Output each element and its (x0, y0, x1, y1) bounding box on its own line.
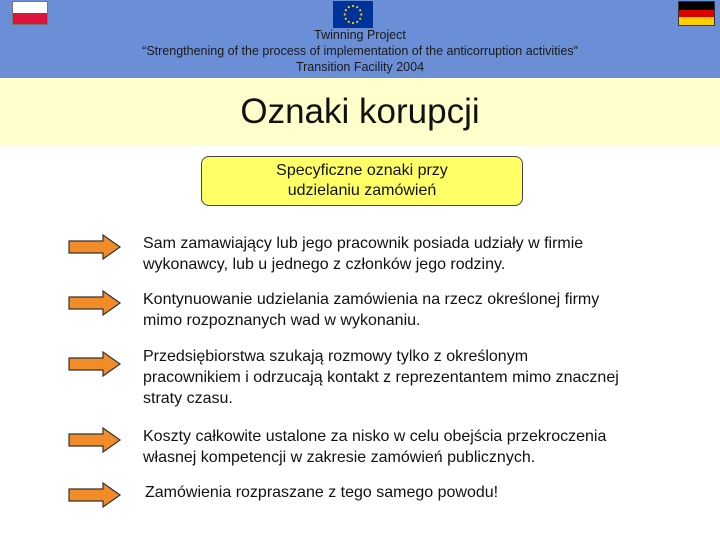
title-band (0, 78, 720, 146)
arrow-right-icon (67, 482, 122, 508)
bullet-line: Sam zamawiający lub jego pracownik posiada udziały w firmie (143, 235, 584, 252)
germany-flag-icon (678, 1, 715, 26)
bullet-line: Kontynuowanie udzielania zamówienia na rzecz określonej firmy (143, 291, 600, 308)
project-line-3: Transition Facility 2004 (295, 60, 425, 74)
poland-flag-icon (12, 1, 48, 25)
bullet-line: mimo rozpoznanych wad w wykonaniu. (143, 312, 421, 329)
bullet-line: Koszty całkowite ustalone za nisko w celu obejścia przekroczenia (143, 428, 607, 445)
eu-flag-icon (333, 1, 373, 28)
bullet-line: własnej kompetencji w zakresie zamówień publicznych. (143, 449, 536, 466)
bullet-text (143, 426, 688, 468)
arrow-right-icon (67, 351, 122, 377)
project-line-2: “Strengthening of the process of implementation of the anticorruption activities” (142, 44, 578, 58)
bullet-text (143, 233, 688, 275)
arrow-right-icon (67, 427, 122, 453)
bullet-line: pracownikiem i odrzucają kontakt z reprezentantem mimo znacznej (143, 369, 619, 386)
header-banner (0, 0, 720, 78)
arrow-right-icon (67, 234, 122, 260)
bullet-line: wykonawcy, lub u jednego z członków jego rodziny. (143, 256, 506, 273)
page-title: Oznaki korupcji (240, 92, 480, 131)
project-info (0, 27, 720, 75)
arrow-right-icon (67, 290, 122, 316)
bullet-text (143, 346, 688, 409)
subtitle-line-1: Specyficzne oznaki przy (276, 162, 448, 179)
bullet-text (145, 482, 690, 503)
subtitle-line-2: udzielaniu zamówień (287, 182, 437, 199)
bullet-line: Przedsiębiorstwa szukają rozmowy tylko z określonym (143, 348, 529, 365)
bullet-text (143, 289, 688, 331)
bullet-line: straty czasu. (143, 390, 233, 407)
project-line-1: Twinning Project (314, 28, 406, 42)
subtitle-box (201, 156, 523, 206)
bullet-line: Zamówienia rozpraszane z tego samego powodu! (145, 484, 499, 501)
